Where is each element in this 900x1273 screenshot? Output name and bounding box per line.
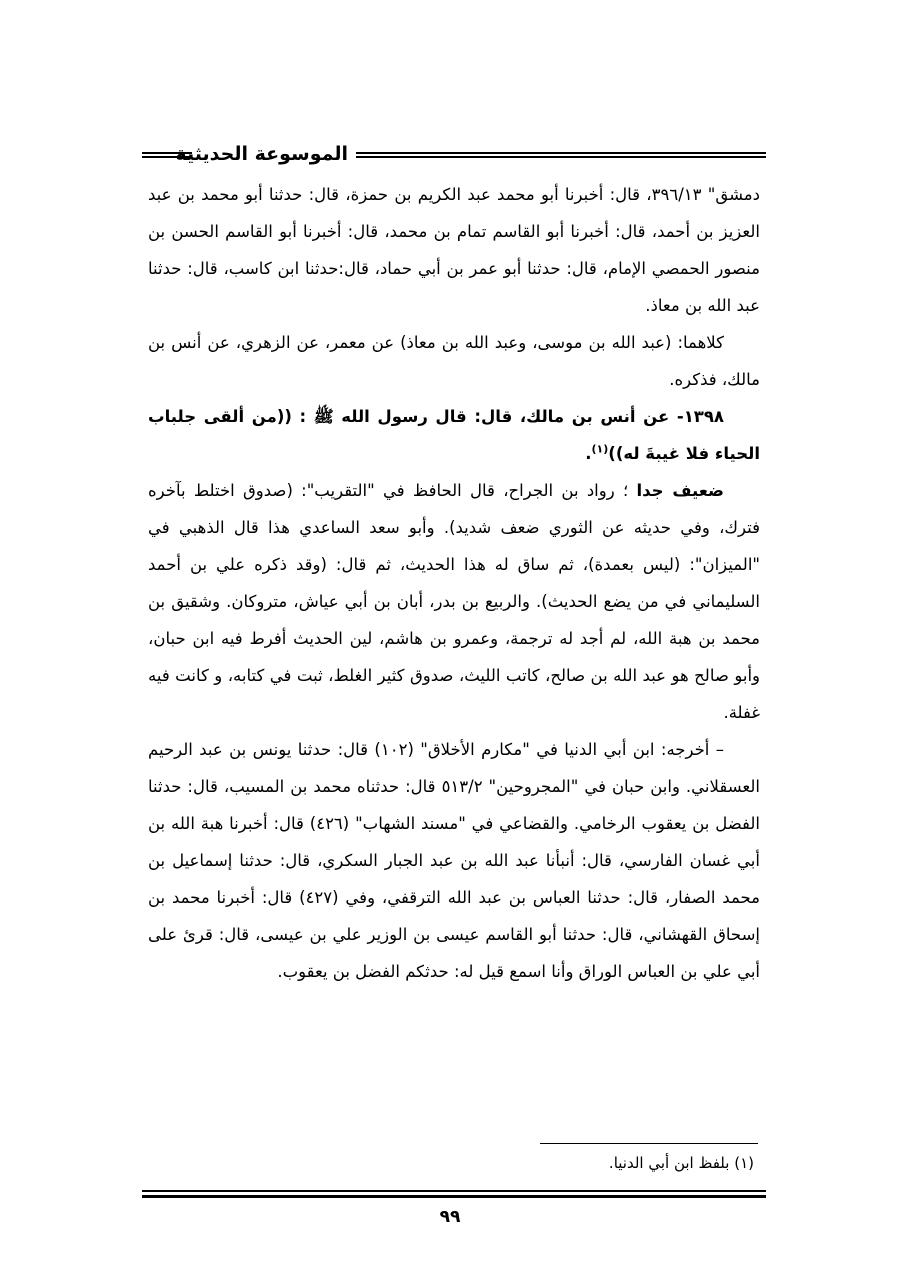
- hadith-text: ١٣٩٨- عن أنس بن مالك، قال: قال رسول الله ﷺ : ((من ألقى جلباب الحياء فلا غيبةَ له)): [148, 407, 760, 463]
- footnote-separator: [540, 1143, 758, 1144]
- takhrij-paragraph: – أخرجه: ابن أبي الدنيا في "مكارم الأخلاق" (١٠٢) قال: حدثنا يونس بن عبد الرحيم العسقلاني. وابن حبان في "المجروحين" ٥١٣/٢ قال: حدثناه محمد بن المسيب، قال: حدثنا الفضل بن يعقوب الرخامي. والقضاعي في "مسند الشهاب" (٤٢٦) قال: أخبرنا هبة الله بن أبي غسان الفارسي، قال: أنبأنا عبد الله بن عبد الجبار السكري، قال: حدثنا إسماعيل بن محمد الصفار، قال: حدثنا العباس بن عبد الله الترقفي، وفي (٤٢٧) قال: أخبرنا محمد بن إسحاق القهشاني، قال: حدثنا أبو القاسم عيسى بن الوزير علي بن عيسى، قال: قرئ على أبي علي بن العباس الوراق وأنا اسمع قيل له: حدثكم الفضل بن يعقوب.: [148, 740, 761, 981]
- body-text: [148, 176, 760, 990]
- footer-rules: [142, 1190, 766, 1198]
- header-rule-right: [356, 152, 766, 158]
- grading-label: ضعيف جدا: [636, 481, 724, 500]
- paragraph-isnad: دمشق" ٣٩٦/١٣، قال: أخبرنا أبو محمد عبد الكريم بن حمزة، قال: حدثنا أبو محمد بن عبد العزيز بن أحمد، قال: أخبرنا أبو القاسم تمام بن محمد، قال: أخبرنا أبو القاسم الحسن بن منصور الحمصي الإمام، قال: حدثنا أبو عمر بن أبي حماد، قال:حدثنا ابن كاسب، قال: حدثنا عبد الله بن معاذ.: [148, 185, 760, 315]
- page-number: ٩٩: [439, 1207, 461, 1227]
- hadith-end: .: [585, 444, 592, 463]
- grading-paragraph: [148, 472, 760, 731]
- paragraph-both: كلاهما: (عبد الله بن موسى، وعبد الله بن معاذ) عن معمر، عن الزهري، عن أنس بن مالك، فذكره.: [148, 333, 760, 389]
- page-header: [142, 138, 766, 172]
- footnote-ref: (١): [591, 442, 609, 456]
- hadith-paragraph: [148, 398, 760, 472]
- footnote: (١) بلفظ ابن أبي الدنيا.: [608, 1154, 754, 1172]
- grading-text: ؛ رواد بن الجراح، قال الحافظ في "التقريب": (صدوق اختلط بآخره فترك، وفي حديثه عن الثوري ضعف شديد). وأبو سعد الساعدي هذا قال الذهبي في "الميزان": (ليس بعمدة)، ثم ساق له هذا الحديث، ثم قال: (وقد ذكره علي بن أحمد السليماني في من يضع الحديث). والربيع بن بدر، أبان بن أبي عياش، متروكان. وشقيق بن محمد بن هبة الله، لم أجد له ترجمة، وعمرو بن هاشم، لين الحديث أفرط فيه ابن حبان، وأبو صالح هو عبد الله بن صالح، كاتب الليث، صدوق كثير الغلط، ثبت في كتابه، و كانت فيه غفلة.: [148, 481, 760, 722]
- header-title: الموسوعة الحديثية: [198, 138, 348, 170]
